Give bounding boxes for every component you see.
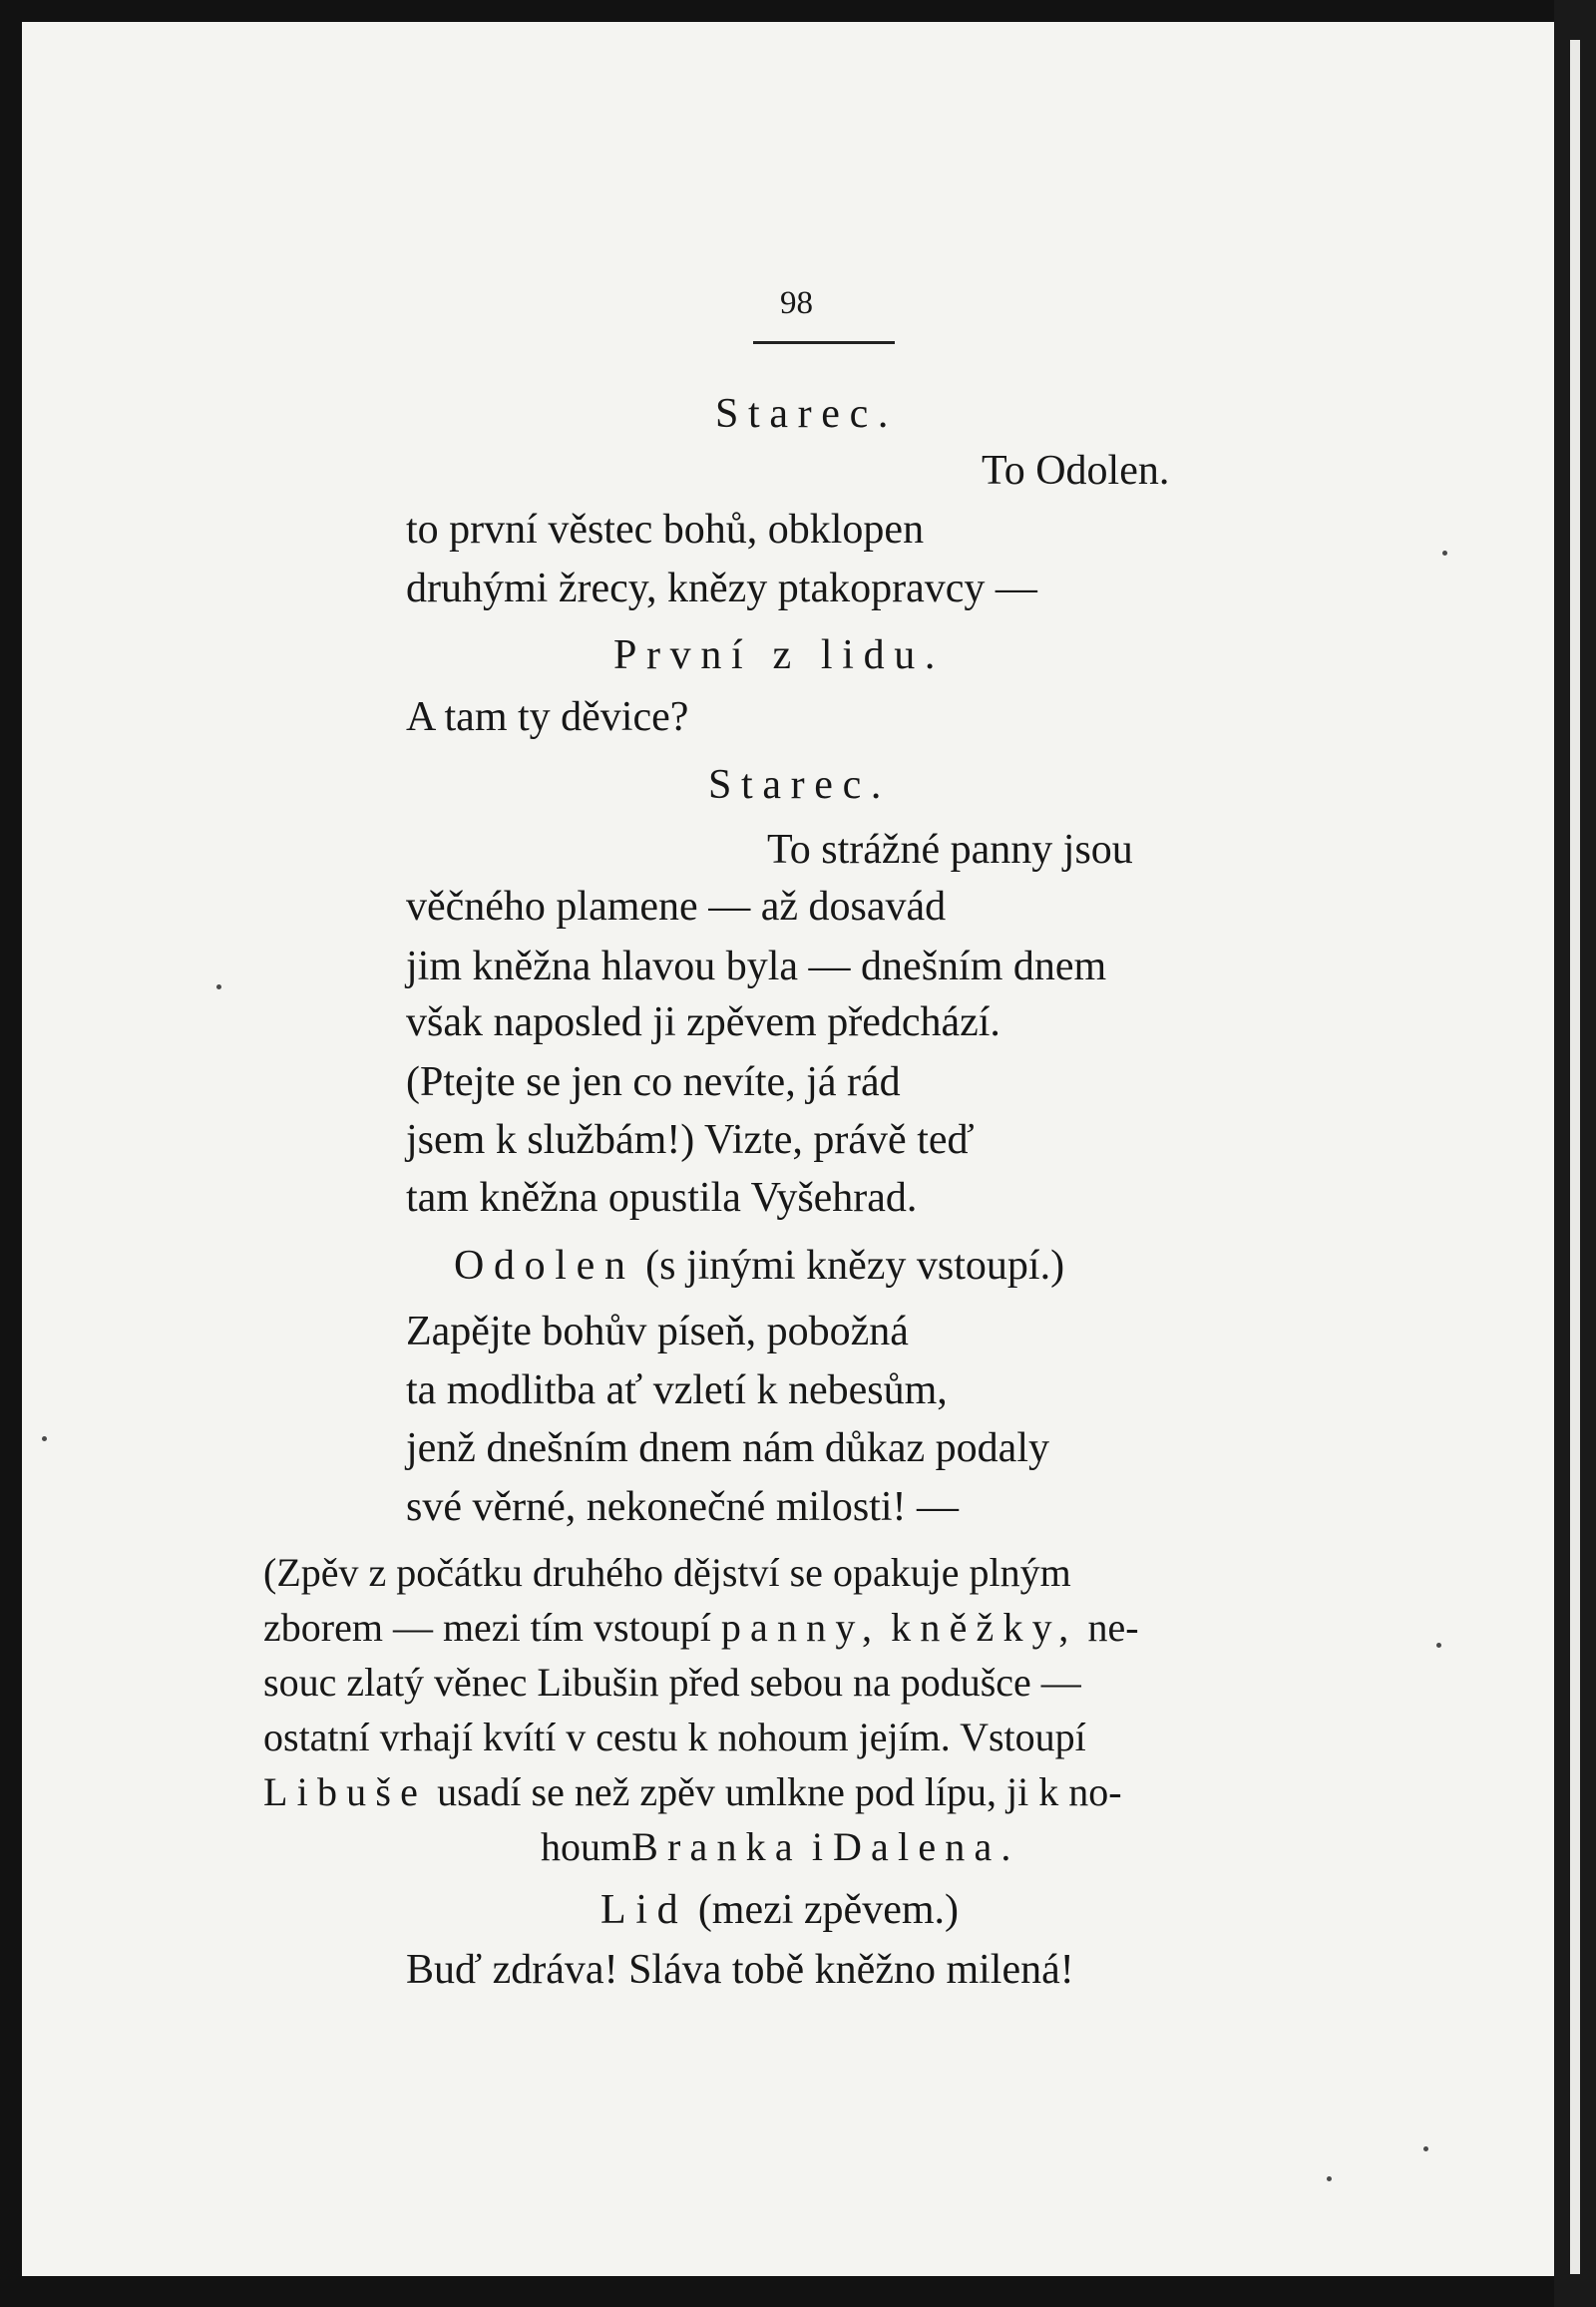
page-edge-strip	[1570, 40, 1580, 2274]
scan-speck	[1327, 2176, 1332, 2181]
stage-direction: houm	[541, 1824, 632, 1869]
stage-direction: (s jinými knězy vstoupí.)	[645, 1243, 1065, 1289]
stage-direction-line: ostatní vrhají kvítí v cestu k nohoum jejím. Vstoupí	[263, 1715, 1086, 1759]
character-name: Dalena.	[832, 1824, 1020, 1869]
verse-line: jsem k službám!) Vizte, právě teď	[406, 1117, 975, 1163]
stage-direction: zborem — mezi tím vstoupí	[263, 1605, 711, 1650]
scan-speck	[216, 984, 221, 989]
speaker-name: Starec.	[708, 762, 892, 808]
verse-line: jenž dnešním dnem nám důkaz podaly	[406, 1425, 1049, 1471]
verse-line: To strážné panny jsou	[767, 827, 1133, 873]
verse-line: své věrné, nekonečné milosti! —	[406, 1484, 959, 1530]
stage-direction: usadí se než zpěv umlkne pod lípu, ji k no-	[437, 1769, 1122, 1814]
scan-speck	[1442, 551, 1447, 556]
page-number-rule	[753, 341, 895, 344]
scan-speck	[1423, 2146, 1428, 2151]
verse-line: tam kněžna opustila Vyšehrad.	[406, 1175, 918, 1221]
scan-speck	[42, 1436, 47, 1441]
stage-direction-line	[263, 1767, 1122, 1817]
verse-line: To Odolen.	[982, 448, 1170, 494]
verse-line: ta modlitba ať vzletí k nebesům,	[406, 1367, 948, 1413]
verse-line: jim kněžna hlavou byla — dnešním dnem	[406, 944, 1107, 989]
character-name: panny,	[720, 1605, 882, 1650]
stage-direction-line	[600, 1885, 959, 1935]
verse-line: (Ptejte se jen co nevíte, já rád	[406, 1059, 901, 1105]
character-name: Libuše	[263, 1769, 428, 1814]
character-name: kněžky,	[891, 1605, 1078, 1650]
character-name: Branka	[631, 1824, 802, 1869]
verse-line: A tam ty děvice?	[406, 694, 689, 740]
stage-direction-line	[263, 1603, 1139, 1653]
verse-line: však naposled ji zpěvem předchází.	[406, 999, 1000, 1045]
verse-line: to první věstec bohů, obklopen	[406, 507, 925, 553]
book-page	[22, 22, 1554, 2276]
stage-direction: ne-	[1087, 1605, 1139, 1650]
stage-direction-line	[454, 1241, 1064, 1291]
stage-direction-line	[541, 1822, 1020, 1872]
scan-speck	[1436, 1643, 1441, 1648]
speaker-name: První z lidu.	[613, 632, 946, 678]
stage-direction: i	[811, 1824, 823, 1869]
stage-direction-line: souc zlatý věnec Libušin před sebou na podušce —	[263, 1660, 1081, 1705]
verse-line: druhými žrecy, knězy ptakopravcy —	[406, 566, 1037, 611]
verse-line: Buď zdráva! Sláva tobě kněžno milená!	[406, 1947, 1074, 1993]
speaker-name: Lid	[600, 1887, 688, 1933]
speaker-name: Starec.	[715, 391, 899, 437]
stage-direction: (mezi zpěvem.)	[697, 1887, 959, 1933]
page-number: 98	[780, 285, 813, 321]
speaker-name: Odolen	[454, 1243, 635, 1289]
verse-line: Zapějte bohův píseň, pobožná	[406, 1309, 909, 1354]
verse-line: věčného plamene — až dosavád	[406, 884, 947, 930]
stage-direction-line: (Zpěv z počátku druhého dějství se opakuje plným	[263, 1550, 1071, 1595]
